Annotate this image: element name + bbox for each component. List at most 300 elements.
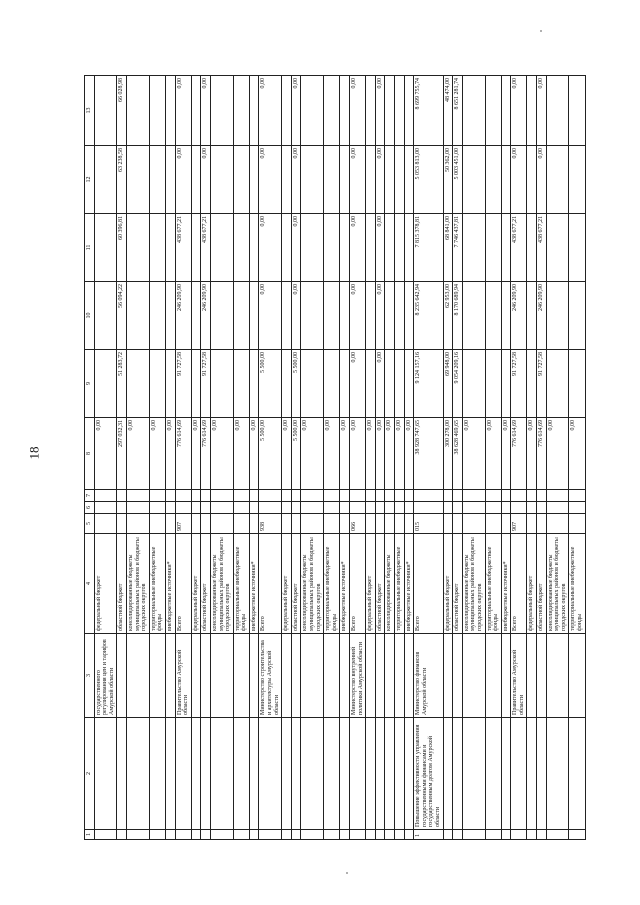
table-cell [165,146,175,214]
table-cell [546,514,569,534]
table-cell [259,502,282,514]
table-cell [501,830,511,840]
budget-table [84,75,586,840]
table-row [117,76,127,840]
table-cell [485,214,501,282]
table-cell [165,214,175,282]
table-cell [126,214,149,282]
table-cell: 0,00 [537,146,547,214]
table-cell [453,514,463,534]
table-cell [385,350,395,418]
table-cell [149,214,165,282]
table-cell [527,514,537,534]
table-cell [324,502,340,514]
table-cell: внебюджетные источники* [404,534,414,634]
table-cell [340,634,350,718]
table-cell [175,830,191,840]
table-row [501,76,511,840]
table-cell [324,282,340,350]
table-cell: 5 500,00 [291,350,301,418]
table-cell [443,514,453,534]
table-cell: 0,00 [259,76,282,146]
table-cell [546,830,569,840]
table-cell: 0,00 [282,418,292,490]
table-cell [259,718,282,830]
table-cell [366,490,376,502]
table-cell [301,718,324,830]
table-cell [537,502,547,514]
table-cell: 38 628 469,65 [453,418,463,490]
table-cell [249,214,259,282]
table-cell [94,350,117,418]
table-cell [165,350,175,418]
table-row [149,76,165,840]
table-cell: Повышение эффективности управления государственными финансами и государственным долгом Амурской области [414,718,443,830]
table-cell [385,214,395,282]
table-cell [233,514,249,534]
table-cell [501,514,511,534]
table-cell [249,282,259,350]
table-row [443,76,453,840]
table-cell [210,514,233,534]
table-cell: 0,00 [126,418,149,490]
table-cell: 0,00 [366,418,376,490]
table-cell: областной бюджет [201,534,211,634]
table-cell [117,502,127,514]
table-cell [201,514,211,534]
table-cell: консолидированные бюджеты муниципальных районов и бюджеты городских округов [126,534,149,634]
table-cell [324,514,340,534]
table-cell: областной бюджет [375,534,385,634]
table-cell [201,502,211,514]
table-cell: 51 283,72 [117,350,127,418]
table-cell [233,830,249,840]
table-cell: внебюджетные источники* [165,534,175,634]
table-cell [149,634,165,718]
table-cell [117,718,127,830]
table-cell: 0,00 [375,282,385,350]
table-cell [527,214,537,282]
table-row [175,76,191,840]
table-cell [366,146,376,214]
table-cell [117,490,127,502]
table-cell [282,502,292,514]
table-cell [537,634,547,718]
table-cell: 91 727,58 [537,350,547,418]
table-cell [537,718,547,830]
table-cell [165,76,175,146]
table-cell [191,502,201,514]
table-cell [511,490,527,502]
table-cell [462,490,485,502]
table-cell [385,490,395,502]
table-cell [501,490,511,502]
table-cell [126,490,149,502]
table-cell: 907 [175,514,191,534]
table-cell [249,146,259,214]
table-cell [569,514,585,534]
table-cell [462,830,485,840]
table-cell [191,350,201,418]
table-cell [191,490,201,502]
table-cell [462,350,485,418]
table-cell [366,282,376,350]
table-row [282,76,292,840]
table-cell [94,214,117,282]
table-cell [404,214,414,282]
table-cell [501,634,511,718]
header-row [85,76,95,840]
table-cell [340,490,350,502]
table-cell: 246 209,90 [175,282,191,350]
table-cell [282,282,292,350]
table-cell: 0,00 [537,76,547,146]
table-cell: федеральный бюджет [527,534,537,634]
table-body [94,76,585,840]
table-row [301,76,324,840]
table-row [366,76,376,840]
table-cell [569,502,585,514]
table-cell: 246 209,90 [537,282,547,350]
table-cell: 0,00 [350,214,366,282]
table-row [350,76,366,840]
table-cell: 60 396,81 [117,214,127,282]
table-cell [546,282,569,350]
table-cell [527,282,537,350]
table-cell [511,830,527,840]
table-cell [394,76,404,146]
table-cell: 0,00 [350,282,366,350]
table-cell [546,718,569,830]
table-cell: 0,00 [350,146,366,214]
table-cell [462,502,485,514]
table-cell [324,214,340,282]
table-cell: 0,00 [350,418,366,490]
table-cell [366,76,376,146]
table-cell [301,502,324,514]
table-cell: областной бюджет [537,534,547,634]
table-row [340,76,350,840]
table-cell [394,718,404,830]
table-cell [340,502,350,514]
table-cell [404,514,414,534]
table-cell [340,830,350,840]
table-cell [404,350,414,418]
table-cell [126,634,149,718]
table-cell [149,502,165,514]
table-cell: внебюджетные источники* [340,534,350,634]
table-cell [569,490,585,502]
table-cell: 0,00 [259,214,282,282]
table-row [546,76,569,840]
table-cell [324,830,340,840]
table-row [462,76,485,840]
table-cell [385,502,395,514]
table-cell: 0,00 [511,146,527,214]
table-row [394,76,404,840]
table-cell [210,490,233,502]
table-cell: 5 003 451,00 [453,146,463,214]
table-cell [527,146,537,214]
table-row [210,76,233,840]
table-cell [149,490,165,502]
table-cell: 938 [259,514,282,534]
table-cell: 246 209,90 [201,282,211,350]
table-row [191,76,201,840]
table-cell [453,830,463,840]
table-cell: 066 [350,514,366,534]
table-cell [249,76,259,146]
table-cell: 38 928 747,65 [414,418,443,490]
table-cell: 0,00 [259,146,282,214]
table-cell [249,350,259,418]
table-cell [385,146,395,214]
table-row [324,76,340,840]
table-cell [324,76,340,146]
table-cell [126,830,149,840]
table-cell [546,350,569,418]
table-cell [324,718,340,830]
table-cell: федеральный бюджет [443,534,453,634]
table-cell [394,514,404,534]
table-cell [291,634,301,718]
table-cell: 0,00 [210,418,233,490]
header-cell: 13 [85,76,95,146]
table-cell [282,76,292,146]
table-cell: 0,00 [501,418,511,490]
table-cell [282,146,292,214]
table-cell: 438 677,21 [201,214,211,282]
table-cell [233,634,249,718]
table-cell [366,718,376,830]
table-cell [249,718,259,830]
table-cell [350,830,366,840]
table-cell [453,490,463,502]
table-cell [291,490,301,502]
table-cell [282,214,292,282]
table-cell [233,350,249,418]
table-cell [233,214,249,282]
table-cell: Правительство Амурской области [511,634,527,718]
table-cell [350,490,366,502]
table-cell: 0,00 [291,146,301,214]
table-cell [394,634,404,718]
table-cell: 9 124 157,16 [414,350,443,418]
table-cell: 0,00 [259,282,282,350]
table-cell [340,514,350,534]
table-cell [527,350,537,418]
scan-speck [346,872,348,874]
table-cell: федеральный бюджет [94,534,117,634]
table-cell: территориальные внебюджетные фонды [485,534,501,634]
header-cell: 7 [85,490,95,502]
table-cell: 0,00 [375,418,385,490]
table-cell [175,490,191,502]
scan-speck [540,30,542,32]
table-cell [485,514,501,534]
table-cell [527,490,537,502]
header-cell: 6 [85,502,95,514]
header-cell: 12 [85,146,95,214]
table-cell [117,514,127,534]
table-row [527,76,537,840]
table-cell [501,502,511,514]
table-cell: консолидированные бюджеты [385,534,395,634]
table-cell [462,718,485,830]
table-cell [394,350,404,418]
table-cell [375,490,385,502]
table-cell [324,350,340,418]
table-cell: 0,00 [249,418,259,490]
table-cell: 50 362,00 [443,146,453,214]
table-cell: Всего [414,534,443,634]
table-cell [301,490,324,502]
table-cell: 297 032,31 [117,418,127,490]
table-cell: 0,00 [527,418,537,490]
table-cell [301,214,324,282]
table-cell [485,146,501,214]
table-cell: 0,00 [350,350,366,418]
table-cell [149,76,165,146]
table-cell [485,718,501,830]
page-number: 18 [26,446,42,460]
table-cell [485,634,501,718]
table-cell [485,490,501,502]
table-cell [301,634,324,718]
table-cell [94,718,117,830]
table-cell: 0,00 [149,418,165,490]
table-cell [511,502,527,514]
table-cell [385,76,395,146]
table-cell: 0,00 [375,214,385,282]
table-cell [404,718,414,830]
table-cell [126,350,149,418]
table-cell [291,502,301,514]
table-cell [201,490,211,502]
table-cell [149,718,165,830]
table-cell: Всего [175,534,191,634]
table-cell [301,514,324,534]
table-cell [117,830,127,840]
table-cell: 0,00 [201,76,211,146]
table-cell [324,490,340,502]
table-cell [201,634,211,718]
table-cell [340,146,350,214]
table-cell [453,718,463,830]
table-cell [546,490,569,502]
header-cell: 9 [85,350,95,418]
table-cell [394,214,404,282]
table-cell [340,718,350,830]
table-cell: федеральный бюджет [282,534,292,634]
table-row [165,76,175,840]
table-cell [249,634,259,718]
table-cell: 48 474,00 [443,76,453,146]
table-cell: консолидированные бюджеты муниципальных районов и бюджеты городских округов [546,534,569,634]
table-cell [501,718,511,830]
table-cell [385,830,395,840]
table-cell: 8 651 281,74 [453,76,463,146]
table-cell: территориальные внебюджетные [394,534,404,634]
table-cell [375,830,385,840]
table-cell [282,514,292,534]
table-cell [249,490,259,502]
table-cell [301,350,324,418]
header-cell: 8 [85,418,95,490]
table-cell [443,718,453,830]
table-cell: территориальные внебюджетные фонды [324,534,340,634]
table-cell [191,634,201,718]
table-cell: 9 054 209,16 [453,350,463,418]
table-cell: 0,00 [324,418,340,490]
table-cell [210,718,233,830]
table-cell [537,830,547,840]
table-cell [366,502,376,514]
table-cell: 246 209,90 [511,282,527,350]
table-row [249,76,259,840]
table-cell [366,830,376,840]
table-cell: 0,00 [175,146,191,214]
table-row [375,76,385,840]
table-cell [366,634,376,718]
table-cell: 66 028,98 [117,76,127,146]
table-cell [414,502,443,514]
table-cell [282,718,292,830]
table-cell [282,350,292,418]
table-cell [385,282,395,350]
table-row [453,76,463,840]
table-cell [210,214,233,282]
table-cell [165,830,175,840]
table-cell [126,146,149,214]
table-cell: территориальные внебюджетные фонды [149,534,165,634]
table-cell: 63 238,58 [117,146,127,214]
table-cell [249,502,259,514]
table-cell: 0,00 [375,350,385,418]
table-cell [366,214,376,282]
table-cell: 0,00 [340,418,350,490]
table-cell [462,634,485,718]
table-container [84,76,584,840]
table-cell [501,350,511,418]
table-cell [527,502,537,514]
table-cell [404,76,414,146]
table-cell [165,634,175,718]
table-cell [404,502,414,514]
table-cell: 907 [511,514,527,534]
table-row [233,76,249,840]
table-cell [149,282,165,350]
table-cell [569,830,585,840]
table-cell [453,634,463,718]
table-cell [537,490,547,502]
table-cell [462,282,485,350]
table-cell [537,514,547,534]
table-cell: 68 841,00 [443,214,453,282]
table-cell [282,830,292,840]
table-cell: 5 500,00 [259,418,282,490]
table-cell [301,146,324,214]
table-cell [191,830,201,840]
table-cell [201,718,211,830]
table-cell [527,634,537,718]
table-cell [210,634,233,718]
table-cell [149,830,165,840]
table-cell: территориальные внебюджетные фонды [569,534,585,634]
table-cell [233,282,249,350]
table-cell [126,514,149,534]
table-cell [191,146,201,214]
